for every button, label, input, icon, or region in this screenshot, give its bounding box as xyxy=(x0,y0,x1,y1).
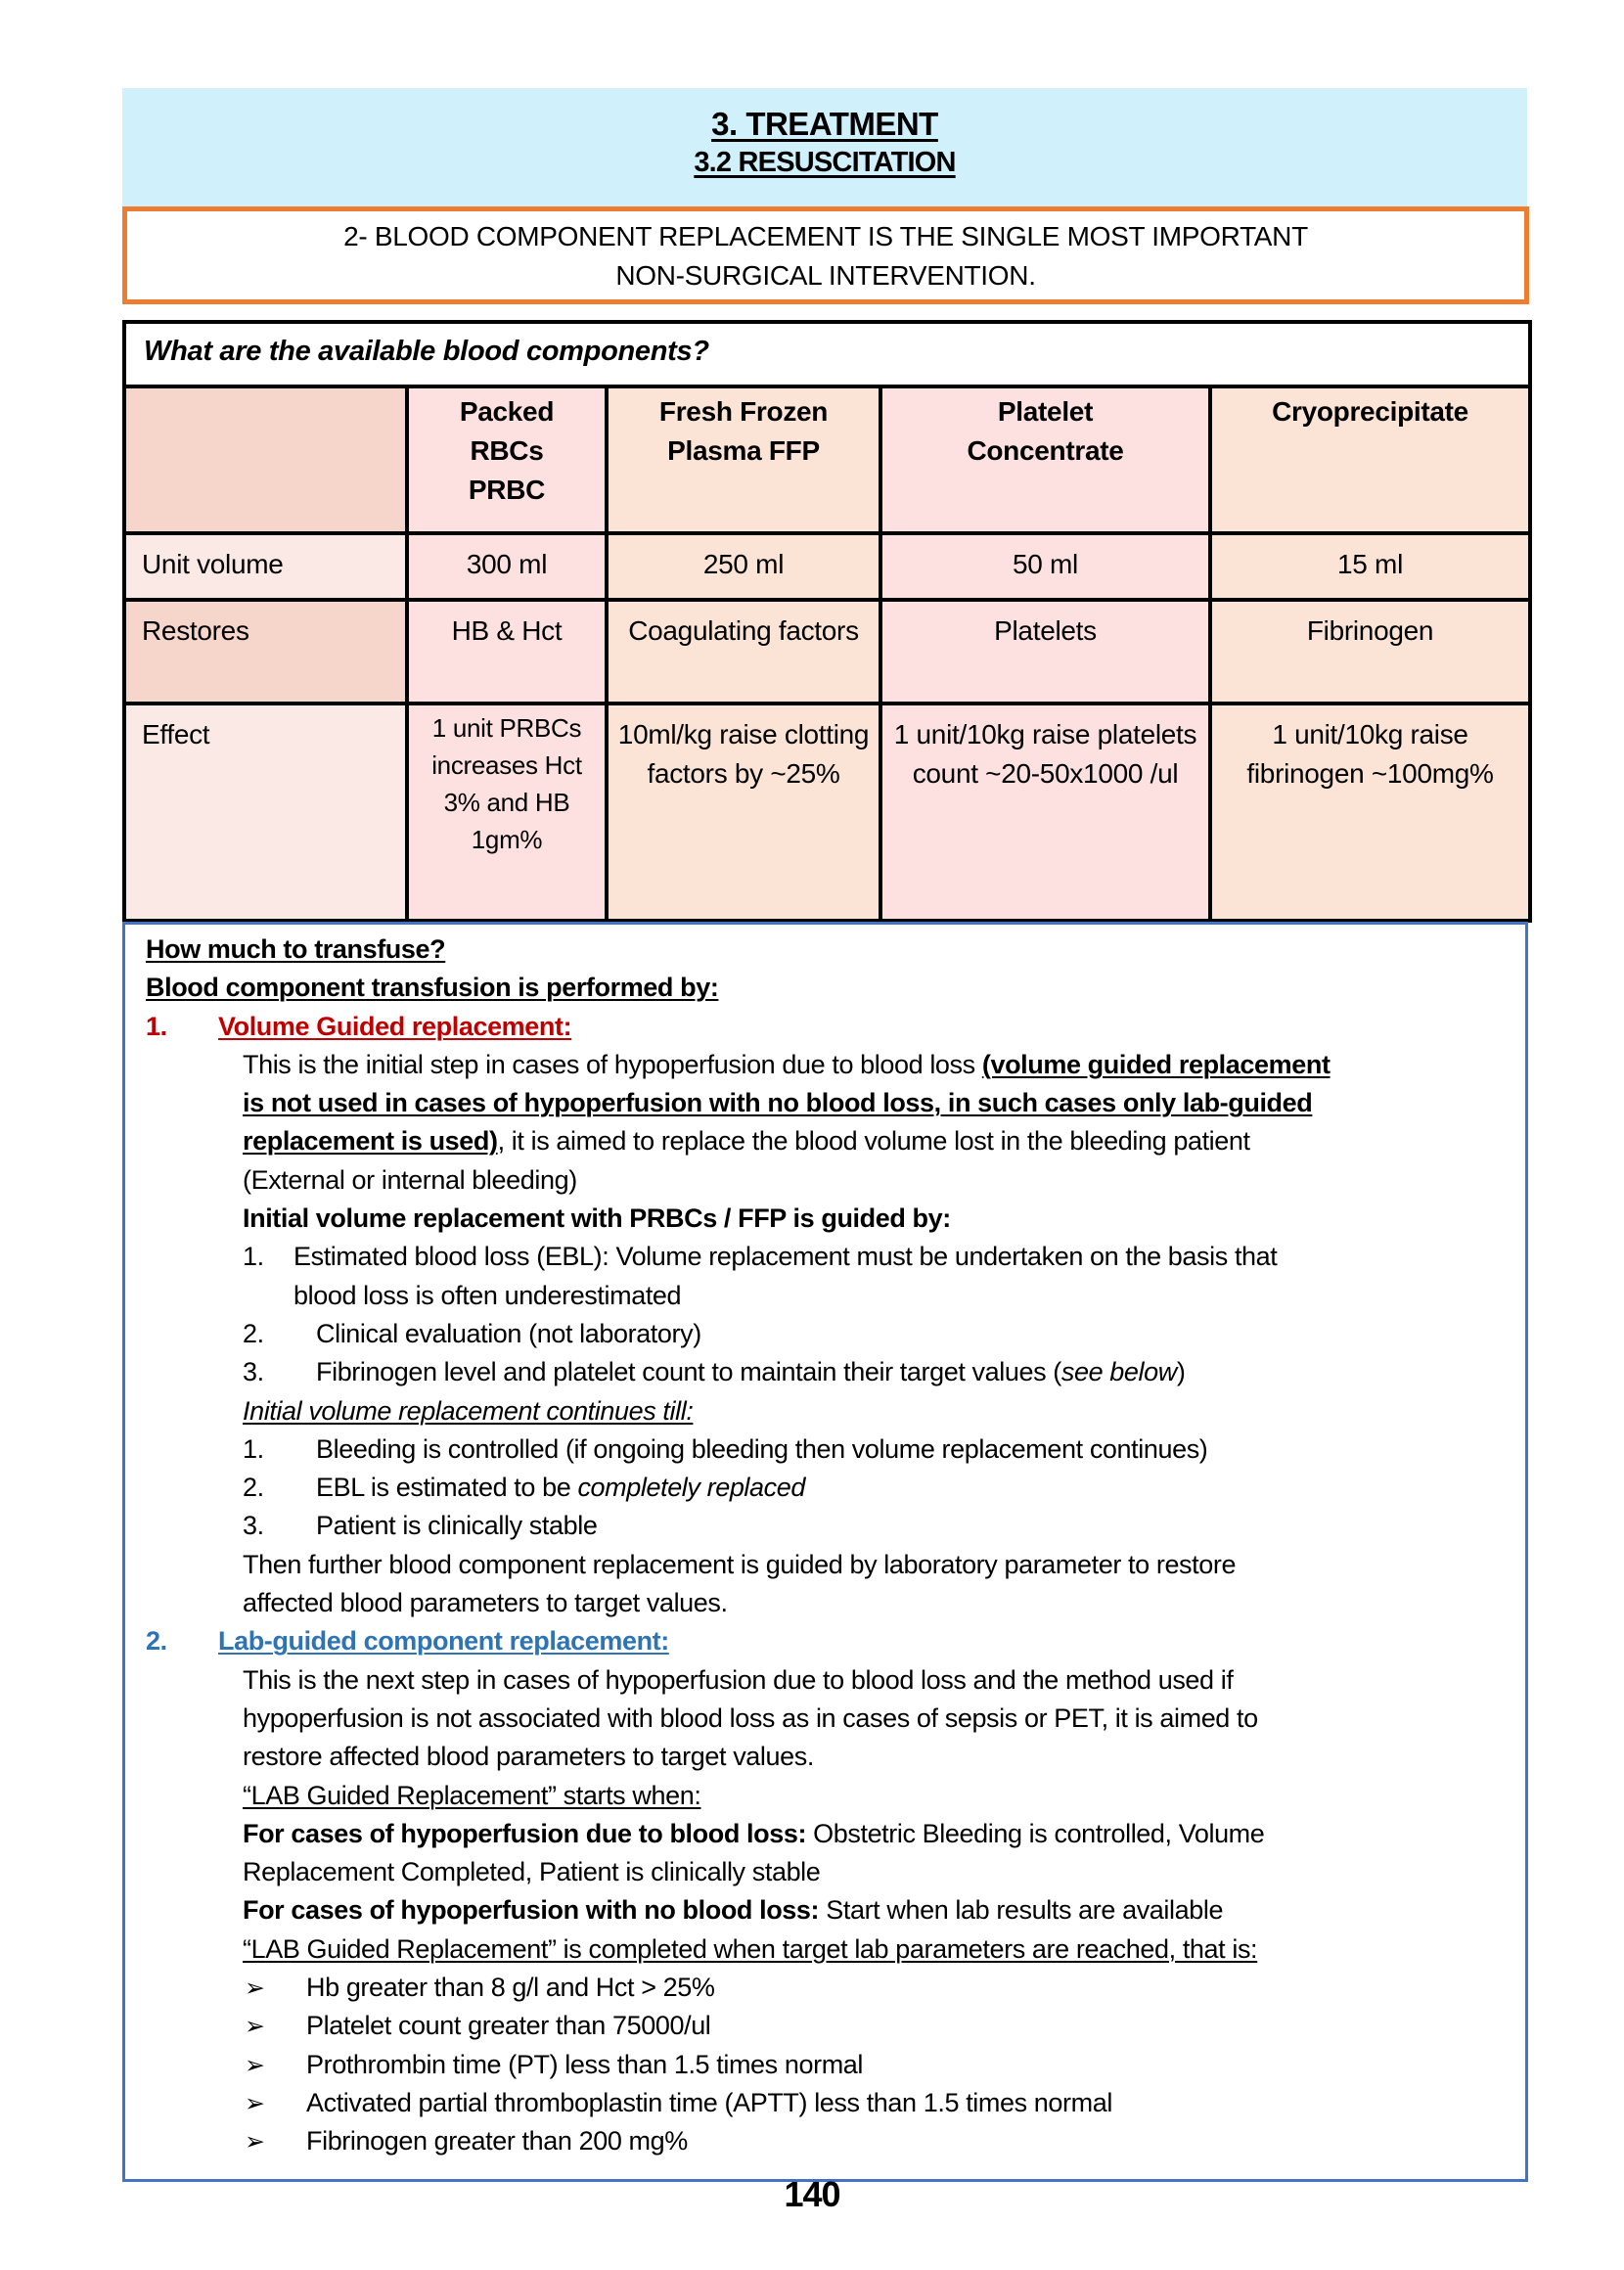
blood-loss-criteria-cont: Replacement Completed, Patient is clinically stable xyxy=(243,1857,821,1887)
column-header-prbc: Packed RBCs PRBC xyxy=(407,386,607,533)
cell-platelet-effect: 1 unit/10kg raise platelets count ~20-50x1000 /ul xyxy=(880,704,1210,921)
row-label-effect: Effect xyxy=(124,704,407,921)
list-item-continuation: blood loss is often underestimated xyxy=(293,1280,682,1310)
table-header-row xyxy=(124,386,1530,533)
row-label-restores: Restores xyxy=(124,600,407,704)
table-row xyxy=(124,533,1530,600)
column-header-ffp: Fresh Frozen Plasma FFP xyxy=(607,386,880,533)
header-corner-cell xyxy=(124,386,407,533)
list-item: 2. Clinical evaluation (not laboratory) xyxy=(243,1318,701,1348)
target-item: ➢ Prothrombin time (PT) less than 1.5 times normal xyxy=(125,2046,1525,2084)
column-header-cryo: Cryoprecipitate xyxy=(1210,386,1530,533)
cell-cryo-effect: 1 unit/10kg raise fibrinogen ~100mg% xyxy=(1210,704,1530,921)
cell-prbc-volume: 300 ml xyxy=(407,533,607,600)
list-item: 2. EBL is estimated to be completely replaced xyxy=(243,1473,805,1503)
blood-components-table xyxy=(122,320,1532,923)
list-item: 1. Bleeding is controlled (if ongoing bleeding then volume replacement continues) xyxy=(243,1433,1208,1464)
table-row xyxy=(124,704,1530,921)
cell-cryo-volume: 15 ml xyxy=(1210,533,1530,600)
arrow-bullet-icon: ➢ xyxy=(245,2089,265,2117)
table-caption: What are the available blood components? xyxy=(124,322,1530,386)
section1-intro-line: This is the initial step in cases of hypoperfusion due to blood loss (volume guided replacement xyxy=(243,1049,1331,1079)
target-item: ➢ Fibrinogen greater than 200 mg% xyxy=(125,2122,1525,2160)
row-label-unit-volume: Unit volume xyxy=(124,533,407,600)
cell-ffp-restores: Coagulating factors xyxy=(607,600,880,704)
guided-by-heading: Initial volume replacement with PRBCs / FFP is guided by: xyxy=(243,1203,951,1234)
callout-line-2: NON-SURGICAL INTERVENTION. xyxy=(615,260,1036,291)
callout-line-1: 2- BLOOD COMPONENT REPLACEMENT IS THE SINGLE MOST IMPORTANT xyxy=(343,221,1308,251)
performed-by-heading: Blood component transfusion is performed by: xyxy=(146,973,719,1003)
cell-platelet-restores: Platelets xyxy=(880,600,1210,704)
completed-when-heading: “LAB Guided Replacement” is completed when target lab parameters are reached, that is: xyxy=(243,1933,1258,1964)
section1-conclusion: affected blood parameters to target values. xyxy=(243,1588,728,1618)
section1-intro-line: replacement is used), it is aimed to replace the blood volume lost in the bleeding patient xyxy=(243,1126,1250,1157)
cell-prbc-effect: 1 unit PRBCs increases Hct 3% and HB 1gm% xyxy=(407,704,607,921)
target-item: ➢ Hb greater than 8 g/l and Hct > 25% xyxy=(125,1969,1525,2007)
section1-title: Volume Guided replacement: xyxy=(218,1011,572,1041)
section2-intro-line: hypoperfusion is not associated with blood loss as in cases of sepsis or PET, it is aimed to xyxy=(243,1702,1258,1733)
table-row xyxy=(124,600,1530,704)
target-item: ➢ Platelet count greater than 75000/ul xyxy=(125,2007,1525,2045)
transfusion-guidance-box xyxy=(122,922,1528,2182)
target-item: ➢ Activated partial thromboplastin time (APTT) less than 1.5 times normal xyxy=(125,2084,1525,2122)
section2-intro-line: This is the next step in cases of hypoperfusion due to blood loss and the method used if xyxy=(243,1664,1234,1695)
continues-till-heading: Initial volume replacement continues till: xyxy=(243,1395,694,1426)
section-header xyxy=(122,88,1527,206)
cell-cryo-restores: Fibrinogen xyxy=(1210,600,1530,704)
section1-conclusion: Then further blood component replacement is guided by laboratory parameter to restore xyxy=(243,1549,1237,1579)
section-subtitle: 3.2 RESUSCITATION xyxy=(694,147,956,178)
arrow-bullet-icon: ➢ xyxy=(245,2128,265,2156)
section2-intro-line: restore affected blood parameters to target values. xyxy=(243,1742,814,1772)
cell-platelet-volume: 50 ml xyxy=(880,533,1210,600)
section1-heading xyxy=(125,1008,1525,1046)
section1-intro-line: (External or internal bleeding) xyxy=(243,1164,577,1195)
page-number: 140 xyxy=(784,2174,840,2214)
arrow-bullet-icon: ➢ xyxy=(245,1975,265,2003)
section1-intro-line: is not used in cases of hypoperfusion with no blood loss, in such cases only lab-guided xyxy=(243,1088,1313,1118)
starts-when-heading: “LAB Guided Replacement” starts when: xyxy=(243,1780,701,1810)
cell-prbc-restores: HB & Hct xyxy=(407,600,607,704)
section2-heading xyxy=(125,1622,1525,1660)
section-title: 3. TREATMENT xyxy=(711,106,938,142)
section2-number: 2. xyxy=(146,1626,167,1657)
cell-ffp-volume: 250 ml xyxy=(607,533,880,600)
section1-number: 1. xyxy=(146,1011,167,1041)
question-heading: How much to transfuse? xyxy=(146,934,446,964)
list-item: 1. Estimated blood loss (EBL): Volume replacement must be undertaken on the basis that xyxy=(243,1242,1278,1272)
no-blood-loss-criteria: For cases of hypoperfusion with no blood loss: Start when lab results are available xyxy=(243,1895,1224,1926)
column-header-platelet: Platelet Concentrate xyxy=(880,386,1210,533)
arrow-bullet-icon: ➢ xyxy=(245,2013,265,2041)
arrow-bullet-icon: ➢ xyxy=(245,2051,265,2079)
list-item: 3. Fibrinogen level and platelet count to maintain their target values (see below) xyxy=(243,1357,1186,1387)
key-point-callout xyxy=(122,206,1529,304)
section2-title: Lab-guided component replacement: xyxy=(218,1626,669,1657)
list-item: 3. Patient is clinically stable xyxy=(243,1511,598,1541)
cell-ffp-effect: 10ml/kg raise clotting factors by ~25% xyxy=(607,704,880,921)
blood-loss-criteria: For cases of hypoperfusion due to blood loss: Obstetric Bleeding is controlled, Volume xyxy=(243,1818,1265,1848)
